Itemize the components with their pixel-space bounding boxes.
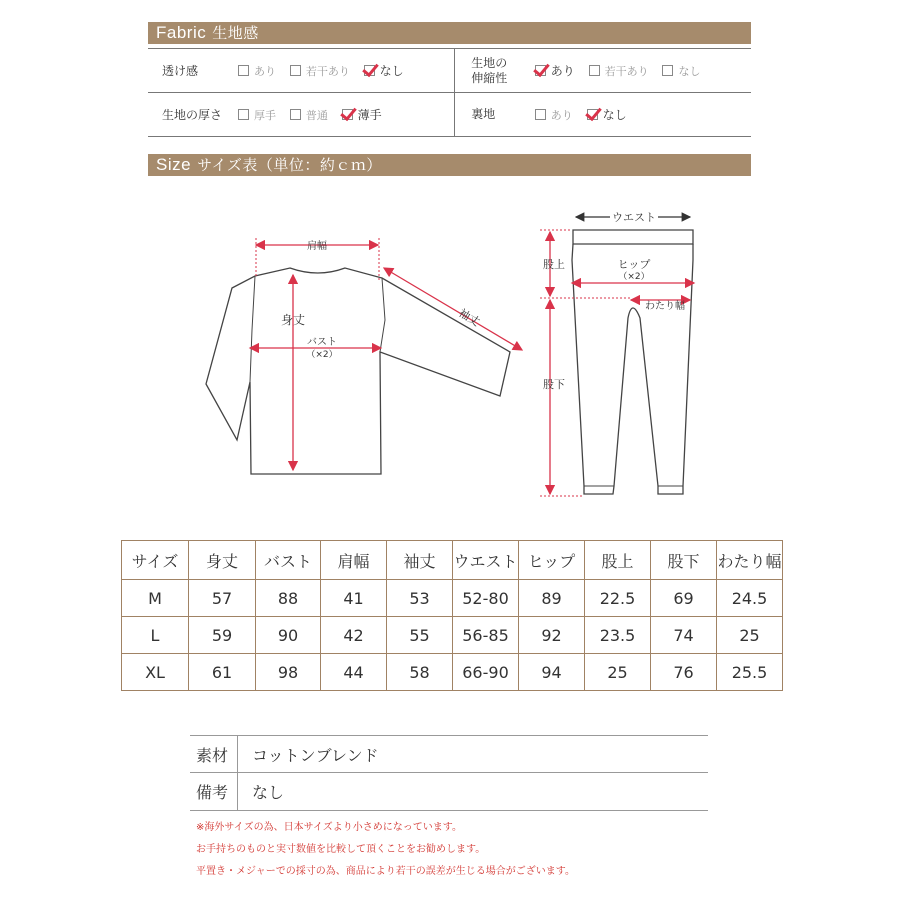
option-label: あり [254, 64, 276, 78]
table-cell: 74 [651, 617, 717, 654]
note-label: 備考 [190, 773, 238, 810]
table-cell: 53 [387, 580, 453, 617]
fabric-label-thickness: 生地の厚さ [148, 93, 238, 137]
fabric-row [148, 49, 751, 93]
label-rise: 股上 [543, 258, 565, 271]
column-header: 股上 [585, 541, 651, 580]
table-cell: 41 [321, 580, 387, 617]
fabric-section-header [148, 22, 751, 44]
checkbox [290, 65, 301, 76]
measurement-diagram [0, 190, 900, 510]
checkbox-checked [342, 109, 353, 120]
option-label: あり [550, 108, 573, 122]
label-thigh: わたり幅 [645, 301, 685, 312]
option [589, 63, 649, 79]
option-checked [587, 106, 627, 123]
option [662, 63, 700, 79]
column-header: 肩幅 [321, 541, 387, 580]
size-table [121, 540, 783, 691]
fabric-label-stretch [455, 49, 535, 93]
table-cell: 69 [651, 580, 717, 617]
table-cell: 89 [519, 580, 585, 617]
table-cell: 88 [256, 580, 321, 617]
column-header: 袖丈 [387, 541, 453, 580]
note-line: 平置き・メジャーでの採寸の為、商品により若干の誤差が生じる場合がございます。 [196, 866, 575, 877]
label-hip: ヒップ [617, 258, 651, 271]
material-value: コットンブレンド [252, 745, 379, 765]
disclaimer-notes [196, 817, 575, 883]
option-label: 若干あり [305, 64, 350, 78]
label-hip-x2: （×2） [618, 272, 650, 282]
option-label: なし [379, 64, 404, 78]
note-line: お手持ちのものと実寸数値を比較して頂くことをお勧めします。 [196, 844, 486, 855]
table-cell: 42 [321, 617, 387, 654]
option-checked [535, 62, 575, 79]
label-bust: バスト [307, 337, 337, 348]
checkbox-checked [364, 65, 375, 76]
table-cell: 25.5 [717, 654, 783, 691]
table-cell: 25 [585, 654, 651, 691]
fabric-row [148, 93, 751, 137]
table-cell: 59 [189, 617, 256, 654]
option-checked [342, 106, 382, 123]
option-label: 若干あり [604, 64, 649, 78]
fabric-header-en: Fabric [156, 23, 207, 42]
fabric-table [148, 48, 751, 137]
column-header: サイズ [122, 541, 189, 580]
option [290, 107, 328, 123]
checkbox [589, 65, 600, 76]
label-shoulder: 肩幅 [307, 241, 327, 252]
table-cell: 90 [256, 617, 321, 654]
table-cell: 98 [256, 654, 321, 691]
fabric-label-lining [455, 93, 535, 137]
option [535, 107, 573, 123]
checkbox [238, 65, 249, 76]
fabric-options-thickness [238, 93, 455, 137]
table-cell: M [122, 580, 189, 617]
checkbox [535, 109, 546, 120]
fabric-options-lining [535, 93, 751, 137]
label-waist: ウエスト [612, 211, 656, 224]
note-row [190, 773, 708, 811]
table-cell: 44 [321, 654, 387, 691]
label-body-length: 身丈 [280, 313, 306, 327]
material-row [190, 735, 708, 773]
column-header: わたり幅 [717, 541, 783, 580]
checkbox-checked [587, 109, 598, 120]
label-sleeve: 袖丈 [456, 306, 483, 329]
checkbox-checked [535, 65, 546, 76]
label-line: 生地の [471, 55, 508, 70]
table-cell: 23.5 [585, 617, 651, 654]
checkbox [290, 109, 301, 120]
checkbox [238, 109, 249, 120]
table-cell: L [122, 617, 189, 654]
fabric-options-sheer [238, 49, 455, 93]
column-header: 股下 [651, 541, 717, 580]
column-header: 身丈 [189, 541, 256, 580]
label-inseam: 股下 [543, 378, 565, 391]
option-label: あり [550, 64, 575, 78]
table-cell: 76 [651, 654, 717, 691]
label-bust-x2: （×2） [306, 350, 338, 360]
table-cell: 92 [519, 617, 585, 654]
label-line: 伸縮性 [471, 70, 508, 85]
table-cell: 52-80 [453, 580, 519, 617]
table-row [122, 617, 783, 654]
option-checked [364, 62, 404, 79]
table-row [122, 654, 783, 691]
fabric-options-stretch [535, 49, 751, 93]
option-label: 普通 [305, 108, 328, 122]
column-header: ウエスト [453, 541, 519, 580]
table-cell: 22.5 [585, 580, 651, 617]
table-cell: 56-85 [453, 617, 519, 654]
option [238, 63, 276, 79]
column-header: ヒップ [519, 541, 585, 580]
size-header-en: Size [156, 155, 192, 174]
option-label: なし [678, 64, 701, 78]
note-value: なし [252, 783, 285, 802]
size-header-jp: サイズ表（単位：約ｃｍ） [197, 156, 382, 174]
table-cell: XL [122, 654, 189, 691]
table-row [122, 580, 783, 617]
fabric-label-sheer: 透け感 [148, 49, 238, 93]
option-label: 厚手 [254, 108, 276, 122]
fabric-header-jp: 生地感 [212, 24, 259, 42]
shirt-outline [206, 268, 510, 474]
column-header: バスト [256, 541, 321, 580]
option [290, 63, 350, 79]
table-cell: 61 [189, 654, 256, 691]
option-label: 薄手 [357, 108, 382, 122]
size-section-header [148, 154, 751, 176]
checkbox [662, 65, 673, 76]
table-cell: 25 [717, 617, 783, 654]
size-table-header [122, 541, 783, 580]
material-label: 素材 [190, 736, 238, 772]
table-cell: 24.5 [717, 580, 783, 617]
table-cell: 94 [519, 654, 585, 691]
option [238, 107, 276, 123]
option-label: なし [602, 108, 627, 122]
table-cell: 58 [387, 654, 453, 691]
label-line: 裏地 [471, 107, 496, 121]
table-cell: 55 [387, 617, 453, 654]
table-cell: 66-90 [453, 654, 519, 691]
note-line: ※海外サイズの為、日本サイズより小さめになっています。 [196, 822, 462, 833]
table-cell: 57 [189, 580, 256, 617]
